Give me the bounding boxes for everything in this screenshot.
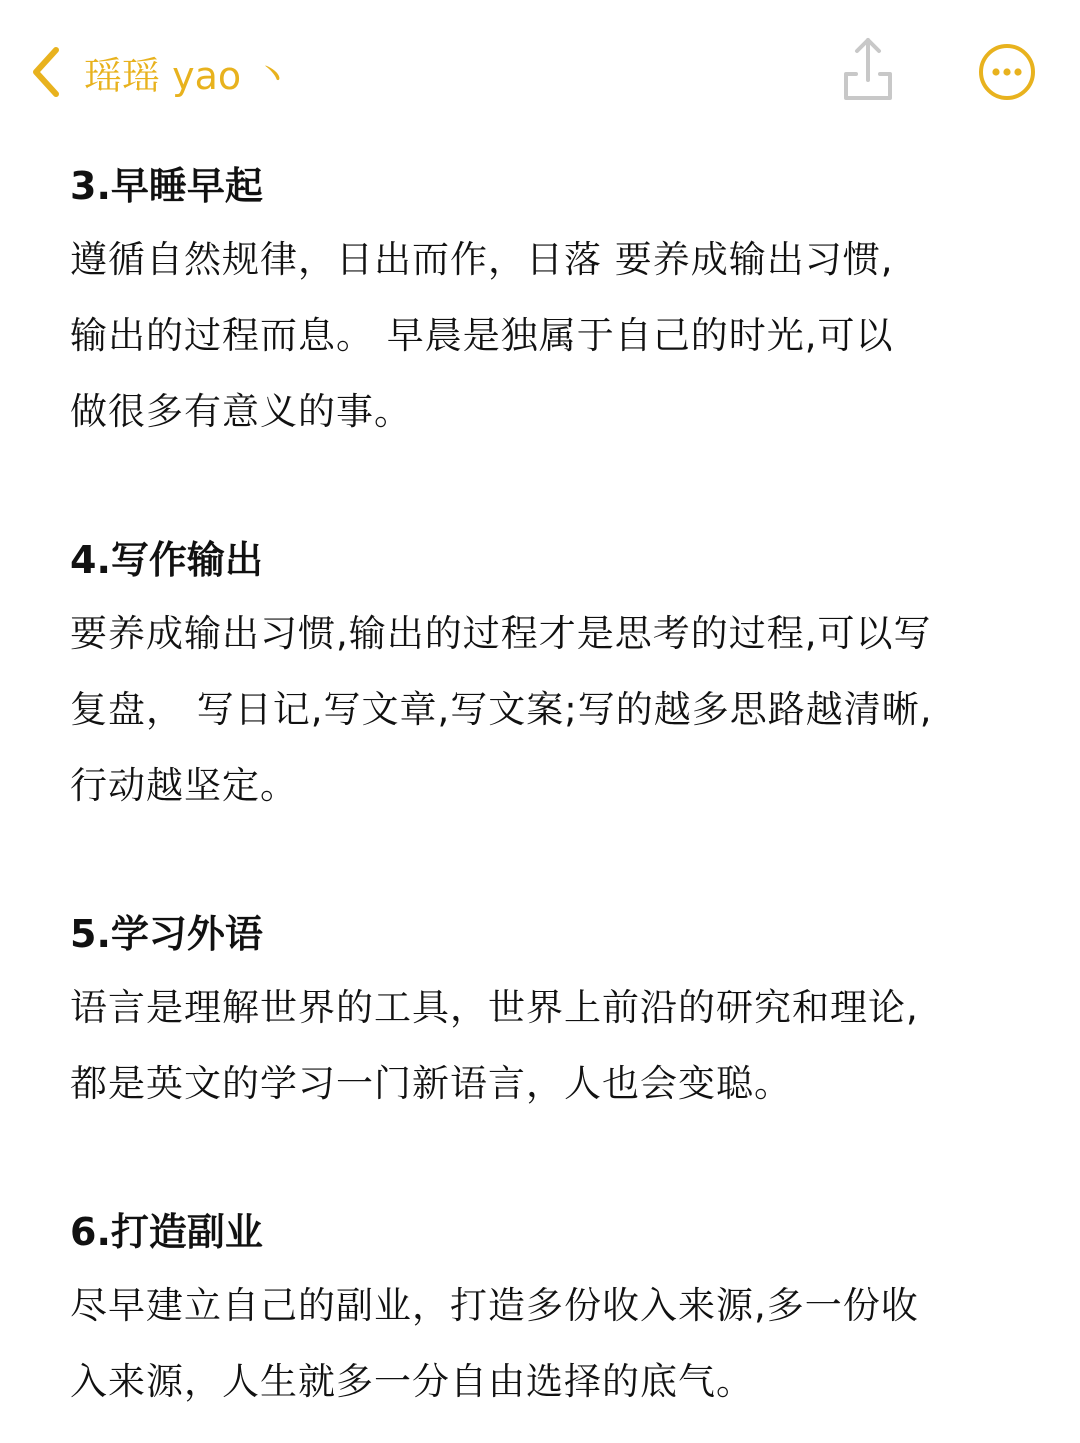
share-button[interactable] <box>838 34 898 104</box>
paragraph-line: 要养成输出习惯,输出的过程才是思考的过程,可以写 <box>70 612 932 655</box>
paragraph-line: 都是英文的学习一门新语言，人也会变聪。 <box>70 1062 792 1105</box>
paragraph-line: 输出的过程而息。 早晨是独属于自己的时光,可以 <box>70 314 894 357</box>
paragraph-line: 尽早建立自己的副业，打造多份收入来源,多一份收 <box>70 1284 919 1327</box>
more-icon <box>978 86 1036 105</box>
section-title: 3.早睡早起 <box>70 164 263 208</box>
back-button[interactable] <box>28 40 291 104</box>
section-title: 4.写作输出 <box>70 538 263 582</box>
paragraph-line: 入来源，人生就多一分自由选择的底气。 <box>70 1360 754 1403</box>
paragraph-line: 复盘， 写日记,写文章,写文案;写的越多思路越清晰, <box>70 688 933 731</box>
paragraph-line: 语言是理解世界的工具，世界上前沿的研究和理论, <box>70 986 919 1029</box>
navigation-bar <box>0 0 1080 140</box>
share-icon <box>838 89 898 108</box>
section-foreign-language <box>70 898 1030 1122</box>
section-early-rise <box>70 150 1030 450</box>
section-side-business <box>70 1196 1030 1420</box>
paragraph-line: 做很多有意义的事。 <box>70 390 412 433</box>
paragraph-line: 行动越坚定。 <box>70 764 298 807</box>
nav-title: 瑶瑶 yao 丶 <box>84 53 292 98</box>
chevron-left-icon <box>28 46 62 98</box>
section-title: 6.打造副业 <box>70 1210 263 1254</box>
paragraph-line: 遵循自然规律，日出而作，日落 要养成输出习惯, <box>70 238 894 281</box>
more-button[interactable] <box>978 43 1036 101</box>
section-writing-output <box>70 524 1030 824</box>
note-content <box>70 150 1030 1420</box>
section-title: 5.学习外语 <box>70 912 263 956</box>
